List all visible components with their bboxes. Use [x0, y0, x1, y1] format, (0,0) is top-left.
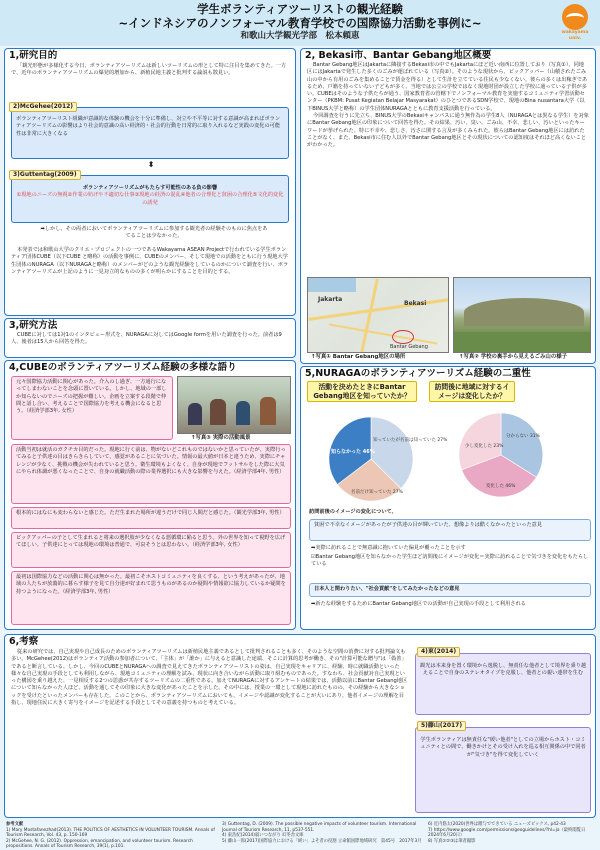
quote-1	[11, 376, 173, 440]
reference-1: 1) Mary Mostafanezhad(2013). THE POLITICS OF AESTHETICS IN VOLUNTEER TOURISM. Annals of Tourism Research, Vol. 43, p. 150-169	[6, 827, 215, 839]
change-heading: 訪問前後のイメージの変化について、	[309, 509, 397, 515]
arrow-1-row	[311, 545, 591, 552]
section-6-discussion	[4, 634, 596, 818]
right-arrow-icon: ➡	[311, 601, 316, 607]
right-arrow-icon: ➡	[40, 226, 45, 232]
section-2-body-2: 今回調査を行うに先立ち、BINUS大学のBekasiキャンパスに通う無作為の学生8人（NURAGAとは異なる学生）を対象にBantar Gebang地区の印象について回答を得た。その結果、汚い、臭い、ごみ山、不幸、悲しい、汚いといったキーワードが挙げられた。特に不幸や、悲しさ、汚さに関する言及が多くみられた。彼らはBantar Gebang地区には訪れたことがなく、また、Bekasi市に住む人以外でBantar Gebang地区とその現状についての認知度はそれほど高くないことがわかった。	[307, 113, 589, 149]
change-box	[309, 519, 591, 541]
pie-1-label-unknown: 知らなかった 46%	[331, 449, 375, 455]
section-1-intro: 「観光形態が多様化する今日、ボランティアツーリズムは新しいツーリズムの形として特に注目を集めてきた。一方で、近年のボランティアツーリズムの爆発的増加から、新植民地主義と批判する論説も散見い。	[11, 63, 287, 77]
quote-4-text: ピックアッパーの子として生まれると将来の選択肢が少なくなる悪循環に陥ると思う。外の世界を知って視野を広げてほしい。子供達にとっては現地の環境は普通で、可哀そうとは思わない。（経済学部3年, 女性）	[16, 535, 286, 549]
check-icon: ☑	[311, 554, 316, 560]
activity-photo	[177, 376, 291, 434]
logo-text: wakayama univ.	[561, 30, 589, 41]
right-arrow-icon: ➡	[311, 545, 316, 551]
mcgehee-tag: 2)McGehee(2012)	[9, 102, 77, 112]
section-3-method	[4, 318, 296, 358]
change-text: 貧困で不幸なイメージがあったが子供達の目が輝いていた、想像よりは酷くなかったといった意見	[314, 522, 543, 528]
fujiyama-box	[415, 727, 591, 813]
japan-box	[309, 583, 591, 597]
wave-logo-icon	[562, 4, 588, 30]
guttentag-text: ①現地のニーズの無視②作業の妨げや不適切な仕事③現地の経済の混乱④他者の合理化と貧困の合理化⑤文化的変化の誘発	[16, 192, 284, 206]
garbage-photo-caption: ↑写真② 学校の裏手から見えるごみ山の様子	[459, 354, 567, 360]
quote-4	[11, 532, 291, 568]
section-4-cube	[4, 360, 296, 630]
quote-3	[11, 507, 291, 529]
section-4-title: 4,CUBEのボランティアツーリズム経験の多様な語り	[9, 362, 237, 373]
author: 和歌山大学観光学部 松本頼恵	[240, 31, 360, 41]
pie-2-label-changed: 変化した 46%	[486, 484, 516, 489]
section-2-body-1: Bantar Gebang地区はJakartaに隣接するBekasi市の中でもJakartaにほど近い南西に位置しており（写真①）、同地区にはJakartaで発生した多くのごみが運ばれている（写真②）。そのような現状から、ピックアッパー（山積されたごみ山の中から有用のごみを集めることで賃金を得る）として生計を立てている住民も少なくない。彼らの多くは出稼ぎであるため、戸籍を持っていない子どもが多く、当地では公立の学校ではなく現地財団が設立した学校に通っている子供が多い。CUBEはそのような子供たちが通う、国家教育省の管轄下でノンフォーマル教育を実施するコミュニティ学習活動センター（PKBM: Pusat Kegiatan Belajar Masyarakat）のひとつであるSDN学校で、現地のBina nusantara大学（以下BINUS大学と略称）の学生団体NURAGAとともに教育支援活動を行っている。	[307, 62, 588, 112]
reference-6: 6) 近内悠太(2020)世界は贈与でできている ニューズピックス, p42-43	[428, 822, 566, 827]
section-5-title: 5,NURAGAのボランティアツーリズム経験の二重性	[305, 368, 531, 379]
section-1-title: 1,研究目的	[9, 50, 58, 61]
azuma-box	[415, 653, 591, 715]
conclusion-text: しかし、その両者においてボランティアツーリズムに参加する観光者の経験そのものに焦点をあてることは少なかった。	[44, 226, 268, 240]
arrow-2-row	[311, 554, 591, 569]
title-line-2: ~インドネシアのノンフォーマル教育学校での国際協力活動を事例に~	[118, 16, 482, 30]
guttentag-box	[11, 175, 289, 223]
pie-chart-1	[329, 417, 448, 501]
pie-2-label-slightly: 少し変化した 23%	[465, 444, 504, 449]
guttentag-tag: 3)Guttentag(2009)	[9, 170, 81, 180]
garbage-mountain-photo	[453, 277, 591, 353]
map-highlight-circle	[392, 330, 414, 344]
mcgehee-box	[11, 107, 289, 159]
azuma-tag: 4)東(2014)	[417, 647, 460, 657]
map-label-bekasi: Bekasi	[404, 300, 427, 307]
pie-1-label-known: 知っていたが名前は知っていた 27%	[373, 438, 448, 443]
reference-7: 7) https://www.google.com/permissions/geoguidelines/?hl=ja（最終閲覧日2024年6月20日）	[428, 827, 586, 839]
university-logo	[558, 4, 592, 42]
reference-8: 8) 写真①②③は筆者撮影	[428, 838, 476, 844]
map-caption: ↑写真① Bantar Gebang地区の場所	[311, 354, 406, 360]
map-label-jakarta: Jakarta	[318, 296, 343, 303]
reference-5: 5) 藤山一郎(2017)国際協力における「緩い」よそ者の役割 立命館国際地域研究 第45号 2017年3月	[222, 838, 422, 844]
quote-5	[11, 571, 291, 625]
section-6-body: 従来の研究では、自己実現や自己成長のためのボランティアツーリズムは新植民地主義であるとして批判されることも多く、そのような空間の消費に対する批判論文も多い。McGehee(2012)はボランティア活動の参加者について、「主体」が「誰か」に与えると意識した途端、そこに計算的思考が働き、その"計算可能な贈与"は「偽善」であると断言している。しかし、今回のCUBEとNURAGAへの調査で見えてきたボランティアツーリストの姿は、自己実現をキャリアに、経験、時に就職活動といった様々な自己実現の手段としても利用しながら、現地コミュニティの理解を試み、現状に向き合いながら活動に取り組むものであった。すなわち、社会貢献対自己実現といった構図を乗り越えた、一見相反する2つの思惑が共存するツーリズムの二重性である。加えてNURAGAに対するアンケートの結果では、活動以前にBantar Gebang地区について知らなかった人ほど、活動を通してその印象に大きな変化があったことを示した。その中には、授業の一環として現地に訪れたものの、その経験から大きなショックを受けたといったメンバーも存在した。このことから、ボランティアツーリズムにおいても、イメージや認識が変化することが大いにあり、他者イメージの理解を目指し、現地住民に大きく寄与をイメージを記述する手段としてその意義を持つものと考えている。	[11, 649, 408, 707]
arrow-1-text: 実際に訪れることで無意識に抱いていた偏見が覆ったことを示す	[315, 545, 466, 551]
arrow-3-row	[311, 601, 591, 608]
section-2-overview	[300, 48, 596, 364]
quote-2	[11, 444, 291, 504]
location-map	[307, 277, 449, 353]
section-1-purpose-text: 本発表では和歌山大学のクリエ・プロジェクトの一つであるWakayama ASEAN Projectで行われている学生ボランティア団体CUBE（以下CUBE と略称）の活動を事例に、CUBEのメンバー、そして現地での活動をともに行う現地大学生団体のNURAGA（以下NURAGAと略称）のメンバーがどのような観光経験をしているのかについて調査を行い、ボランティアツーリズムが上記のように一見対立的なものの多くが明らかにすることを目的とする。	[11, 247, 289, 275]
pie-1-label-name-only: 名前だけ知っていた 27%	[351, 490, 403, 495]
section-3-title: 3,研究方法	[9, 320, 58, 331]
updown-arrow-icon: ⬍	[147, 160, 155, 169]
quote-2-text: 活動当初は就活のガクチカ目的だった。現地に行く前は、物がないどこれものではないかと思っていたが、実際行ってみると子供達の目はきらきらしていて、感覚があることに気づいた。情報の最大値が日本と違うため、実際にチャレンジが少なく、挑戦の機会が失われていると思う。衛生環境もよくなく、自身が現地でフットサルをした際に大気にやられ体調が悪くなったことで、自身の就職活動の際の業界選択にも大きな影響を与えた。（経済学部4年, 男性）	[16, 447, 286, 475]
activity-photo-caption: ↑写真③ 実際の活動風景	[191, 435, 251, 441]
guttentag-title: ボランティアツーリズムがもたらす可能性のある負の影響	[82, 185, 218, 191]
pie-2-label-unknown: 分からない 31%	[506, 434, 540, 439]
mcgehee-text: ボランティアツーリスト組織が意識的な体験の機会を十分に準備し、対立や不平等に対する意識が高まればボランティアツーリズムの影響はより社会的意識の高い経済的・社会的行動を日常的に取り入れるなど実践の変化の可能性は非常に大きくなる	[16, 116, 281, 137]
fujiyama-tag: 5)藤山(2017)	[417, 721, 466, 731]
reference-3: 3) Guttentag, D. (2009). The possible negative impacts of volunteer tourism. International Journal of Tourism Research, 11, p537-551.	[222, 822, 417, 833]
pie-2-title: 訪問後に地域に対するイメージは変化したか？	[429, 381, 515, 402]
section-2-title: 2, Bekasi市、Bantar Gebang地区概要	[305, 50, 492, 61]
title-line-1: 学生ボランティアツーリストの観光経験	[197, 2, 403, 16]
references	[0, 820, 600, 850]
poster-header	[0, 0, 600, 46]
japan-heading: 日本人と関わりたい、"社会貢献"をしてみたかったなどの意見	[314, 586, 460, 592]
pie-1-title: 活動を決めたときにBantar Gebang地区を知っていたか？	[307, 381, 417, 402]
section-5-nuraga	[300, 366, 596, 630]
quote-1-text: 元々国際協力活動に関心があった。介入のし過ぎ、一方通行になってしまわないことを念頭に置いている。しかし、地域の一部しか知らないのでニーズの把握が難しい。企画を立案する段階で仲間と話し合い、考えることで国際協力を考える機会になると思う。（経済学部3年, 女性）	[16, 379, 167, 415]
map-label-bantar-gebang: Bantar Gebang	[390, 344, 428, 350]
azuma-text: 観光は本来身を置く環境から逸脱し、無責任な他者として境界を乗り越えることで自身のステレオタイプを克服し、他者との親い連帯を生む	[420, 663, 587, 677]
fujiyama-text: 学生ボランティアは無責任な"緩い他者"としての立場からホスト・コミュニティとの間で、働きかけとその受け入れを巡る相互関係の中で同者が"気づき"を得て変化していく	[420, 737, 586, 758]
section-1-conclusion	[39, 226, 269, 241]
quote-3-text: 根本的にはなにも変わらないと感じた。ただ生まれた場所が違うだけで同じ人間だと感じた。（観光学部3年, 男性）	[16, 510, 285, 516]
reference-2: 2) McGehee, N. G. (2012). Oppression, emancipation, and volunteer tourism. Research propositions. Annals of Tourism Research, 39(1), p.101.	[6, 838, 193, 850]
quote-5-text: 最初は国際協力などの活動に関心は無かった。最初こそホストコミュニティを良くする、という考えがあったが、地域の人たちが放蕩的に暮らす様子を見て自分達が好まれて思うものがあるのか疑問や情報欲に協力しているか疑問を持つようになった。（経済学部3年, 男性）	[16, 574, 286, 595]
section-6-title: 6,考察	[9, 636, 39, 647]
section-1-purpose	[4, 48, 296, 316]
references-heading: 参考文献	[6, 822, 24, 827]
section-3-body: CUBEに対しては1対1のインタビュー形式を、NURAGAに対してはGoogle formを用いた調査を行った。前者は9人、後者は15人から回答を得た。	[11, 332, 282, 346]
reference-4: 4) 東浩紀(2014)弱いつながり 幻冬舎文庫	[222, 833, 304, 839]
arrow-3-text: 新たな経験をするためにBantar Gebang地区での活動が自己実現の手段として利用される	[315, 601, 526, 607]
arrow-2-text: Bantar Gebang地区を知らなかった学生ほど訪問後にイメージが変化＝実際に訪れることで気づきを変化をもたらしている	[311, 554, 589, 568]
pie-chart-2	[459, 413, 543, 497]
pie-charts	[301, 401, 596, 511]
